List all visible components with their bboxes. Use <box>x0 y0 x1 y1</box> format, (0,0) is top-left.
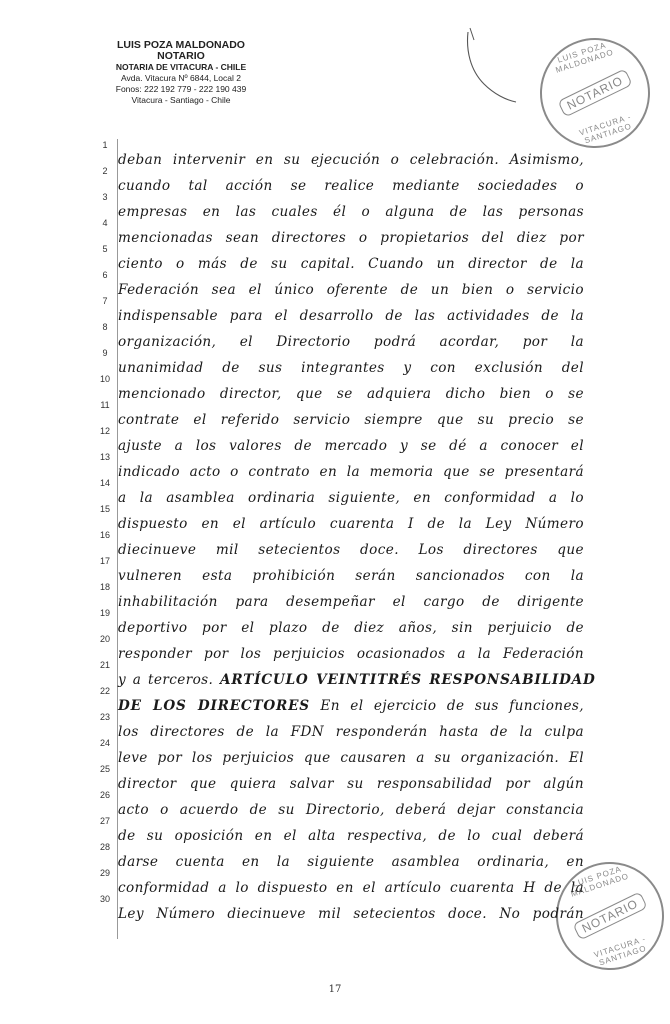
text-line <box>118 329 584 355</box>
line-number: 9 <box>102 348 108 358</box>
text-line <box>118 485 584 511</box>
line-number: 28 <box>99 842 110 852</box>
line-text: director que quiera salvar su responsabilidad por algún <box>118 776 584 792</box>
text-line <box>118 641 584 667</box>
line-number: 1 <box>102 140 108 150</box>
line-number: 20 <box>99 634 110 644</box>
line-number: 5 <box>102 244 108 254</box>
text-line <box>118 901 584 927</box>
line-text: de su oposición en el alta respectiva, de lo cual deberá <box>118 828 584 844</box>
text-line <box>118 797 584 823</box>
text-line <box>118 251 584 277</box>
line-text: mencionadas sean directores o propietarios del diez por <box>118 230 584 246</box>
line-text: indicado acto o contrato en la memoria que se presentará <box>118 464 584 480</box>
text-line <box>118 693 584 719</box>
line-number: 12 <box>99 426 110 436</box>
line-number: 22 <box>99 686 110 696</box>
line-number: 14 <box>99 478 110 488</box>
line-number: 19 <box>99 608 110 618</box>
line-text: conformidad a lo dispuesto en el artículo cuarenta H de la <box>118 880 584 896</box>
text-line <box>118 563 584 589</box>
line-number: 6 <box>102 270 108 280</box>
text-line <box>118 407 584 433</box>
line-text: y a terceros. <box>118 672 214 688</box>
seal-ring-bottom-text: VITACURA - SANTIAGO <box>592 934 648 968</box>
text-line <box>118 537 584 563</box>
line-number: 3 <box>102 192 108 202</box>
text-line <box>118 381 584 407</box>
line-text: mencionado director, que se adquiera dicho bien o se <box>118 386 584 402</box>
text-line <box>118 849 584 875</box>
line-number: 8 <box>102 322 108 332</box>
line-text: darse cuenta en la siguiente asamblea ordinaria, en <box>118 854 584 870</box>
line-text: leve por los perjuicios que causaren a su organización. El <box>118 750 584 766</box>
notary-address: Avda. Vitacura Nº 6844, Local 2 <box>121 73 241 83</box>
line-number: 30 <box>99 894 110 904</box>
line-number: 10 <box>99 374 110 384</box>
text-line <box>118 147 584 173</box>
notary-title: NOTARIO <box>157 50 205 62</box>
line-number: 26 <box>99 790 110 800</box>
notary-phones: Fonos: 222 192 779 - 222 190 439 <box>115 84 247 94</box>
text-line <box>118 173 584 199</box>
text-line <box>118 589 584 615</box>
text-line <box>118 745 584 771</box>
text-line <box>118 355 584 381</box>
notary-seal-top <box>526 24 665 163</box>
line-text: En el ejercicio de sus funciones, <box>320 698 584 714</box>
line-number: 27 <box>99 816 110 826</box>
article-heading: DE LOS DIRECTORES <box>118 698 310 714</box>
line-text: indispensable para el desarrollo de las actividades de la <box>118 308 584 324</box>
line-number: 16 <box>99 530 110 540</box>
line-text: deportivo por el plazo de diez años, sin perjuicio de <box>118 620 584 636</box>
seal-center-text: NOTARIO <box>572 892 647 941</box>
line-text: a la asamblea ordinaria siguiente, en conformidad a lo <box>118 490 584 506</box>
line-text: diecinueve mil setecientos doce. Los directores que <box>118 542 584 558</box>
line-text: unanimidad de sus integrantes y con exclusión del <box>118 360 584 376</box>
seal-ring-bottom-text: VITACURA - SANTIAGO <box>578 112 633 146</box>
line-text: empresas en las cuales él o alguna de las personas <box>118 204 584 220</box>
line-number: 25 <box>99 764 110 774</box>
text-line <box>118 199 584 225</box>
text-line <box>118 719 584 745</box>
text-line <box>118 433 584 459</box>
line-number: 2 <box>102 166 108 176</box>
seal-ring-top-text: LUIS POZA MALDONADO <box>569 864 631 899</box>
line-number: 24 <box>99 738 110 748</box>
notary-city: Vitacura - Santiago - Chile <box>131 95 231 105</box>
line-text: deban intervenir en su ejecución o celebración. Asimismo, <box>118 152 584 168</box>
line-number: 21 <box>99 660 110 670</box>
notary-header <box>96 40 266 106</box>
text-line <box>118 459 584 485</box>
text-line <box>118 875 584 901</box>
line-text: organización, el Directorio podrá acordar, por la <box>118 334 584 350</box>
line-text: ajuste a los valores de mercado y se dé a conocer el <box>118 438 584 454</box>
seal-center-text: NOTARIO <box>557 69 632 118</box>
article-heading: ARTÍCULO VEINTITRÉS RESPONSABILIDAD <box>220 672 596 688</box>
line-text: inhabilitación para desempeñar el cargo de dirigente <box>118 594 584 610</box>
text-line <box>118 225 584 251</box>
page-number: 17 <box>328 984 342 995</box>
line-number: 29 <box>99 868 110 878</box>
seal-ring-top-text: LUIS POZA MALDONADO <box>554 40 615 75</box>
line-text: los directores de la FDN responderán hasta de la culpa <box>118 724 584 740</box>
line-number: 18 <box>99 582 110 592</box>
text-line <box>118 511 584 537</box>
line-number: 23 <box>99 712 110 722</box>
text-line <box>118 771 584 797</box>
line-text: acto o acuerdo de su Directorio, deberá dejar constancia <box>118 802 584 818</box>
line-text: cuando tal acción se realice mediante sociedades o <box>118 178 584 194</box>
line-text: responder por los perjuicios ocasionados a la Federación <box>118 646 584 662</box>
line-text: ciento o más de su capital. Cuando un director de la <box>118 256 584 272</box>
line-text: Ley Número diecinueve mil setecientos doce. No podrán <box>118 906 584 922</box>
text-line <box>118 303 584 329</box>
notary-name: LUIS POZA MALDONADO <box>117 39 245 51</box>
line-number: 4 <box>102 218 108 228</box>
line-number: 13 <box>99 452 110 462</box>
line-text: Federación sea el único oferente de un bien o servicio <box>118 282 584 298</box>
line-text: contrate el referido servicio siempre que su precio se <box>118 412 584 428</box>
line-number: 7 <box>102 296 108 306</box>
line-number: 11 <box>100 400 110 410</box>
line-text: dispuesto en el artículo cuarenta I de la Ley Número <box>118 516 584 532</box>
notary-office: NOTARIA DE VITACURA - CHILE <box>115 62 247 72</box>
text-line <box>118 277 584 303</box>
text-line <box>118 615 584 641</box>
line-number: 15 <box>99 504 110 514</box>
signature-mark <box>450 10 530 110</box>
line-text: vulneren esta prohibición serán sancionados con la <box>118 568 584 584</box>
line-number: 17 <box>99 556 110 566</box>
text-line <box>118 667 596 693</box>
text-line <box>118 823 584 849</box>
